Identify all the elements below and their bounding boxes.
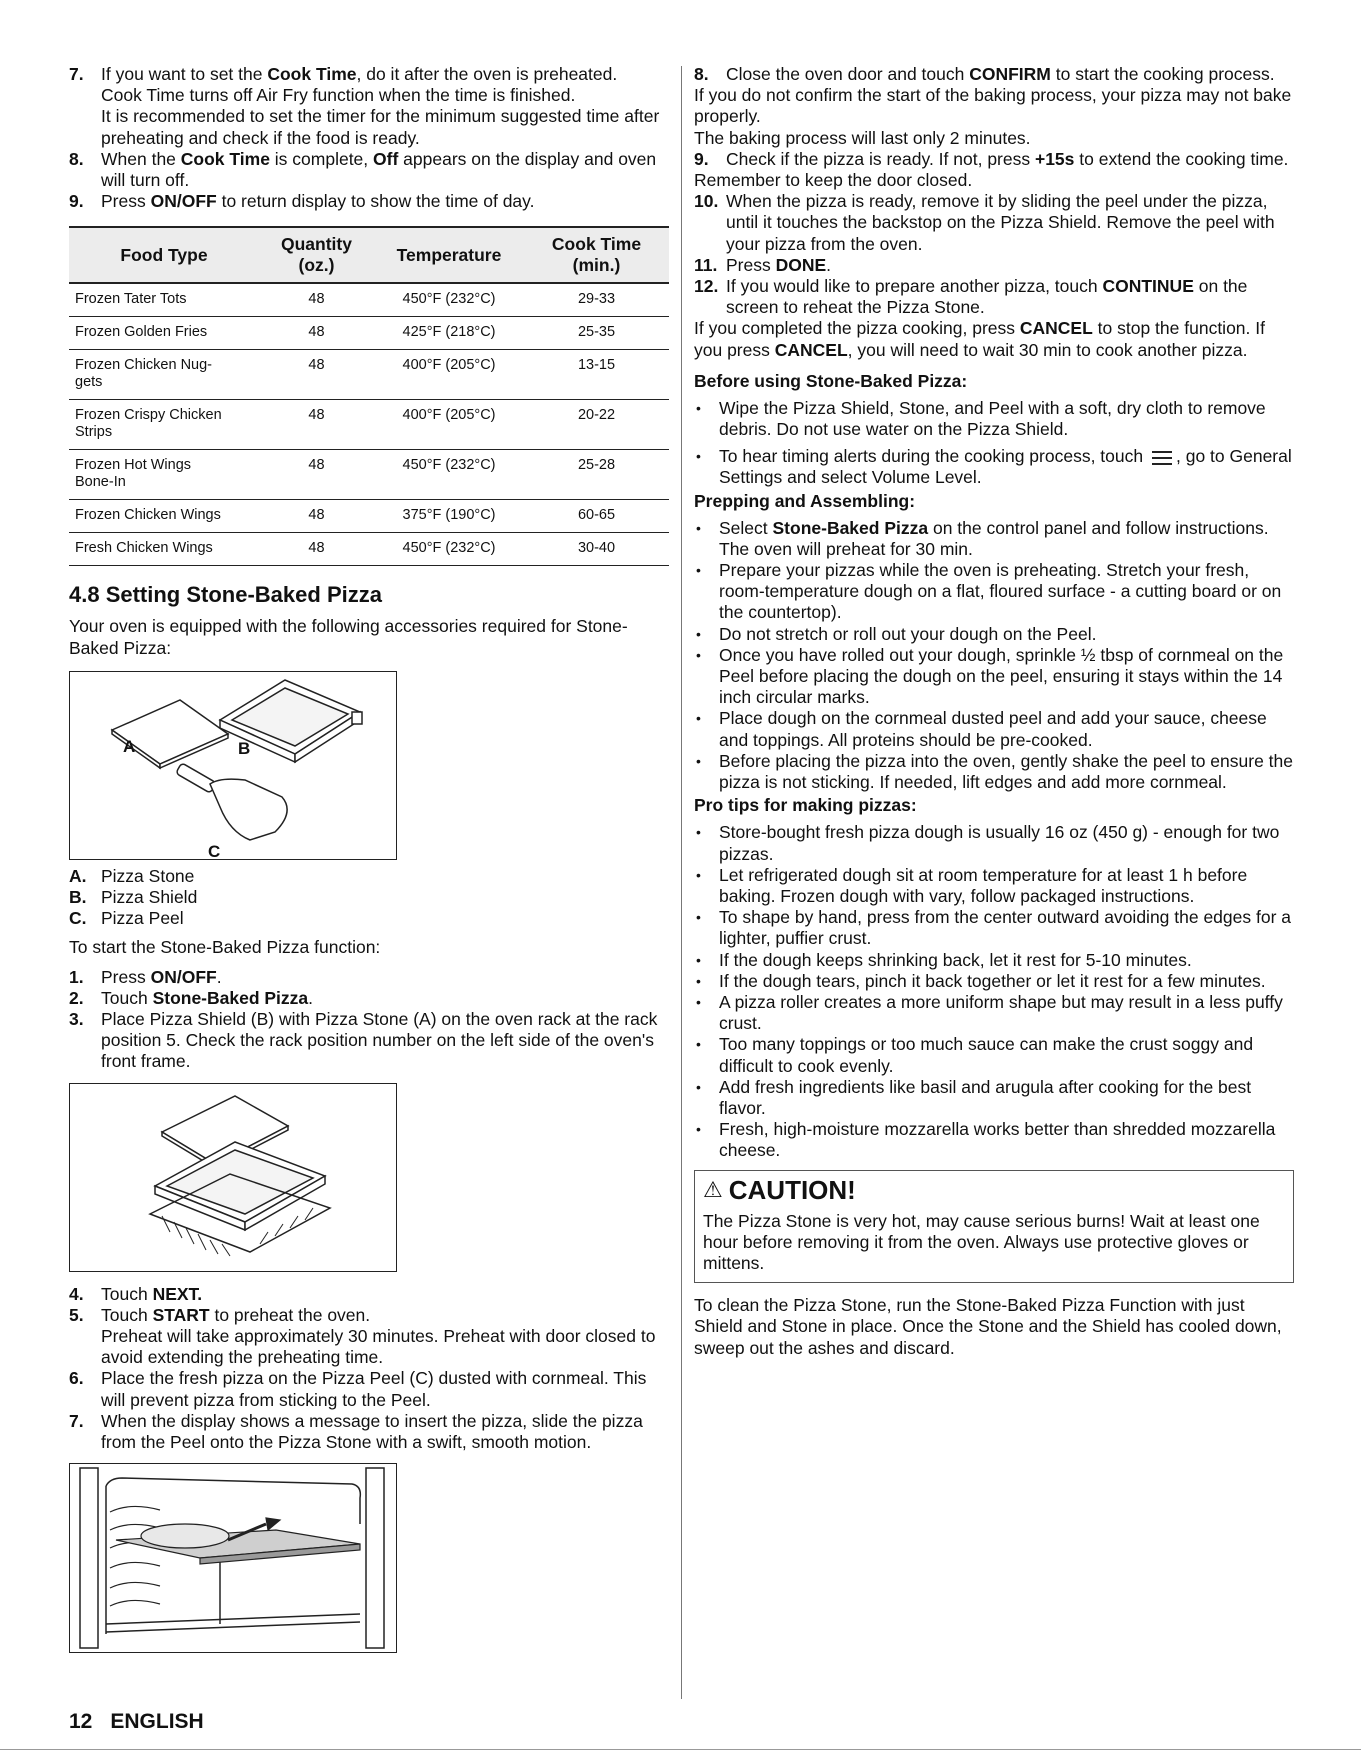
cook-time-cell: 29-33 [524,283,669,317]
list-item: • Do not stretch or roll out your dough on the Peel. [694,624,1294,645]
step-5: 5. Touch START to preheat the oven. Preheat will take approximately 30 minutes. Preheat with door closed to avoid extending the preheating time. [69,1304,656,1368]
column-divider [681,66,682,1699]
cook-time-cell: 60-65 [524,500,669,533]
cook-time-cell: 30-40 [524,533,669,566]
oven-insert-illustration [69,1463,397,1653]
list-item: • If the dough tears, pinch it back together or let it rest for a few minutes. [694,971,1294,992]
list-item: • Let refrigerated dough sit at room temperature for at least 1 h before baking. Frozen dough with vary, follow packaged instructions. [694,865,1294,907]
rack-drawing [70,1084,396,1271]
steps-check [694,149,1294,170]
menu-icon [1149,449,1175,467]
list-item: • Store-bought fresh pizza dough is usually 16 oz (450 g) - enough for two pizzas. [694,822,1294,864]
bottom-rule [0,1749,1361,1750]
header-food-type: Food Type [69,227,259,283]
table-row [69,533,669,566]
caution-box [694,1170,1294,1284]
step-7-cook-time: 7. If you want to set the Cook Time, do it after the oven is preheated. Cook Time turns off Air Fry function when the time is finished. It is recommended to set the timer for the minimum suggested time after preheating and check if the food is ready. [69,64,660,148]
rack-placement-illustration [69,1083,397,1272]
section-title: 4.8 Setting Stone-Baked Pizza [69,582,382,608]
accessories-drawing [70,672,396,859]
step-12-continue: 12. If you would like to prepare another pizza, touch CONTINUE on the screen to reheat the Pizza Stone. [694,276,1248,318]
temperature-cell: 425°F (218°C) [374,317,524,350]
list-item: • Add fresh ingredients like basil and arugula after cooking for the best flavor. [694,1077,1294,1119]
list-item: • To hear timing alerts during the cooking process, touch , go to General Settings and select Volume Level. [694,446,1294,488]
food-type-cell: Frozen Tater Tots [69,283,259,317]
prepping-list [694,518,1294,794]
table-row [69,400,669,450]
air-fry-food-table [69,226,669,566]
quantity-cell: 48 [259,317,374,350]
quantity-cell: 48 [259,350,374,400]
confirm-note: If you do not confirm the start of the baking process, your pizza may not bake properly. [694,85,1292,127]
list-item: • Select Stone-Baked Pizza on the control panel and follow instructions. The oven will preheat for 30 min. [694,518,1294,560]
door-note: Remember to keep the door closed. [694,170,973,191]
table-row [69,350,669,400]
food-type-cell: Frozen Golden Fries [69,317,259,350]
list-item: • Too many toppings or too much sauce can make the crust soggy and difficult to cook evenly. [694,1034,1294,1076]
temperature-cell: 450°F (232°C) [374,533,524,566]
pro-tips-list [694,822,1294,1161]
label-b: B [238,738,251,758]
steps-top [69,64,669,212]
step-11-done: 11. Press DONE. [694,254,832,275]
quantity-cell: 48 [259,500,374,533]
table-row [69,450,669,500]
language-label: ENGLISH [110,1710,204,1733]
list-item: • If the dough keeps shrinking back, let it rest for 5-10 minutes. [694,950,1294,971]
food-type-cell: Fresh Chicken Wings [69,533,259,566]
step-9-press-onoff: 9. Press ON/OFF to return display to show the time of day. [69,191,535,212]
food-type-cell: Frozen Chicken Wings [69,500,259,533]
label-a: A [123,736,136,756]
step-1: 1. Press ON/OFF. [69,966,222,987]
list-item: • To shape by hand, press from the center outward avoiding the edges for a lighter, puffier crust. [694,907,1294,949]
label-c: C [208,841,221,859]
temperature-cell: 375°F (190°C) [374,500,524,533]
cook-time-cell: 20-22 [524,400,669,450]
left-column [69,64,669,1653]
quantity-cell: 48 [259,450,374,500]
temperature-cell: 450°F (232°C) [374,283,524,317]
header-quantity: Quantity (oz.) [259,227,374,283]
pro-tips-title: Pro tips for making pizzas: [694,795,917,816]
page-footer [69,1710,204,1734]
list-item: • Place dough on the cornmeal dusted peel and add your sauce, cheese and toppings. All proteins should be pre-cooked. [694,708,1294,750]
table-row [69,500,669,533]
accessories-illustration [69,671,397,860]
accessory-pizza-peel: C. Pizza Peel [69,908,184,929]
warning-icon: ⚠ [703,1176,723,1202]
cook-time-cell: 13-15 [524,350,669,400]
food-type-cell: Frozen Hot Wings Bone-In [69,450,259,500]
accessory-pizza-shield: B. Pizza Shield [69,887,198,908]
quantity-cell: 48 [259,400,374,450]
temperature-cell: 400°F (205°C) [374,350,524,400]
oven-drawing [70,1464,396,1652]
accessory-pizza-stone: A. Pizza Stone [69,865,195,886]
step-4: 4. Touch NEXT. [69,1283,203,1304]
quantity-cell: 48 [259,283,374,317]
cleaning-text: To clean the Pizza Stone, run the Stone-Baked Pizza Function with just Shield and Stone in place. Once the Stone and the Shield has cooled down, sweep out the ashes and discard. [694,1295,1282,1358]
quantity-cell: 48 [259,533,374,566]
step-8-cook-time-complete: 8. When the Cook Time is complete, Off appears on the display and oven will turn off. [69,148,657,191]
food-type-cell: Frozen Crispy Chicken Strips [69,400,259,450]
food-type-cell: Frozen Chicken Nug- gets [69,350,259,400]
step-10-remove: 10. When the pizza is ready, remove it by sliding the peel under the pizza, until it touches the backstop on the Pizza Shield. Remove the peel with your pizza from the oven. [694,191,1275,254]
step-8-confirm: 8. Close the oven door and touch CONFIRM to start the cooking process. [694,64,1275,84]
list-item: • A pizza roller creates a more uniform shape but may result in a less puffy crust. [694,992,1294,1034]
cancel-note: If you completed the pizza cooking, press CANCEL to stop the function. If you press CANCEL, you will need to wait 30 min to cook another pizza. [694,318,1265,360]
list-item: • Before placing the pizza into the oven, gently shake the peel to ensure the pizza is not sticking. If needed, lift edges and add more cornmeal. [694,751,1294,793]
table-row [69,283,669,317]
cook-time-cell: 25-35 [524,317,669,350]
page-number: 12 [69,1710,93,1733]
list-item: • Wipe the Pizza Shield, Stone, and Peel with a soft, dry cloth to remove debris. Do not use water on the Pizza Shield. [694,398,1294,440]
step-3: 3. Place Pizza Shield (B) with Pizza Stone (A) on the oven rack at the rack position 5. Check the rack position number on the left side of the oven's front frame. [69,1009,658,1072]
before-using-list [694,398,1294,489]
intro-text: Your oven is equipped with the following accessories required for Stone-Baked Pizza: [69,616,628,658]
caution-heading: ⚠ CAUTION! [703,1174,856,1205]
table-header-row [69,227,669,283]
before-using-title: Before using Stone-Baked Pizza: [694,370,968,391]
start-text: To start the Stone-Baked Pizza function: [69,937,381,958]
cook-time-cell: 25-28 [524,450,669,500]
temperature-cell: 450°F (232°C) [374,450,524,500]
steps-start [69,967,669,1073]
step-2: 2. Touch Stone-Baked Pizza. [69,987,314,1008]
list-item: • Prepare your pizzas while the oven is preheating. Stretch your fresh, room-temperature dough on a flat, floured surface - a cutting board or on the countertop). [694,560,1294,624]
header-temperature: Temperature [374,227,524,283]
accessory-list [69,866,669,930]
caution-text: The Pizza Stone is very hot, may cause serious burns! Wait at least one hour before removing it from the oven. Always use protective gloves or mittens. [703,1210,1260,1273]
steps-preheat [69,1284,669,1454]
temperature-cell: 400°F (205°C) [374,400,524,450]
step-9-check: 9. Check if the pizza is ready. If not, press +15s to extend the cooking time. [694,148,1289,169]
table-row [69,317,669,350]
list-item: • Once you have rolled out your dough, sprinkle ½ tbsp of cornmeal on the Peel before placing the dough on the peel, ensuring it stays within the 14 inch circular marks. [694,645,1294,709]
baking-duration-note: The baking process will last only 2 minutes. [694,127,1031,148]
steps-remove [694,191,1294,318]
prepping-title: Prepping and Assembling: [694,490,916,511]
step-7-slide-pizza: 7. When the display shows a message to insert the pizza, slide the pizza from the Peel onto the Pizza Stone with a swift, smooth motion. [69,1410,643,1453]
header-cook-time: Cook Time (min.) [524,227,669,283]
list-item: • Fresh, high-moisture mozzarella works better than shredded mozzarella cheese. [694,1119,1294,1161]
right-column [694,64,1294,1359]
step-6: 6. Place the fresh pizza on the Pizza Peel (C) dusted with cornmeal. This will prevent pizza from sticking to the Peel. [69,1368,647,1410]
steps-confirm [694,64,1294,85]
